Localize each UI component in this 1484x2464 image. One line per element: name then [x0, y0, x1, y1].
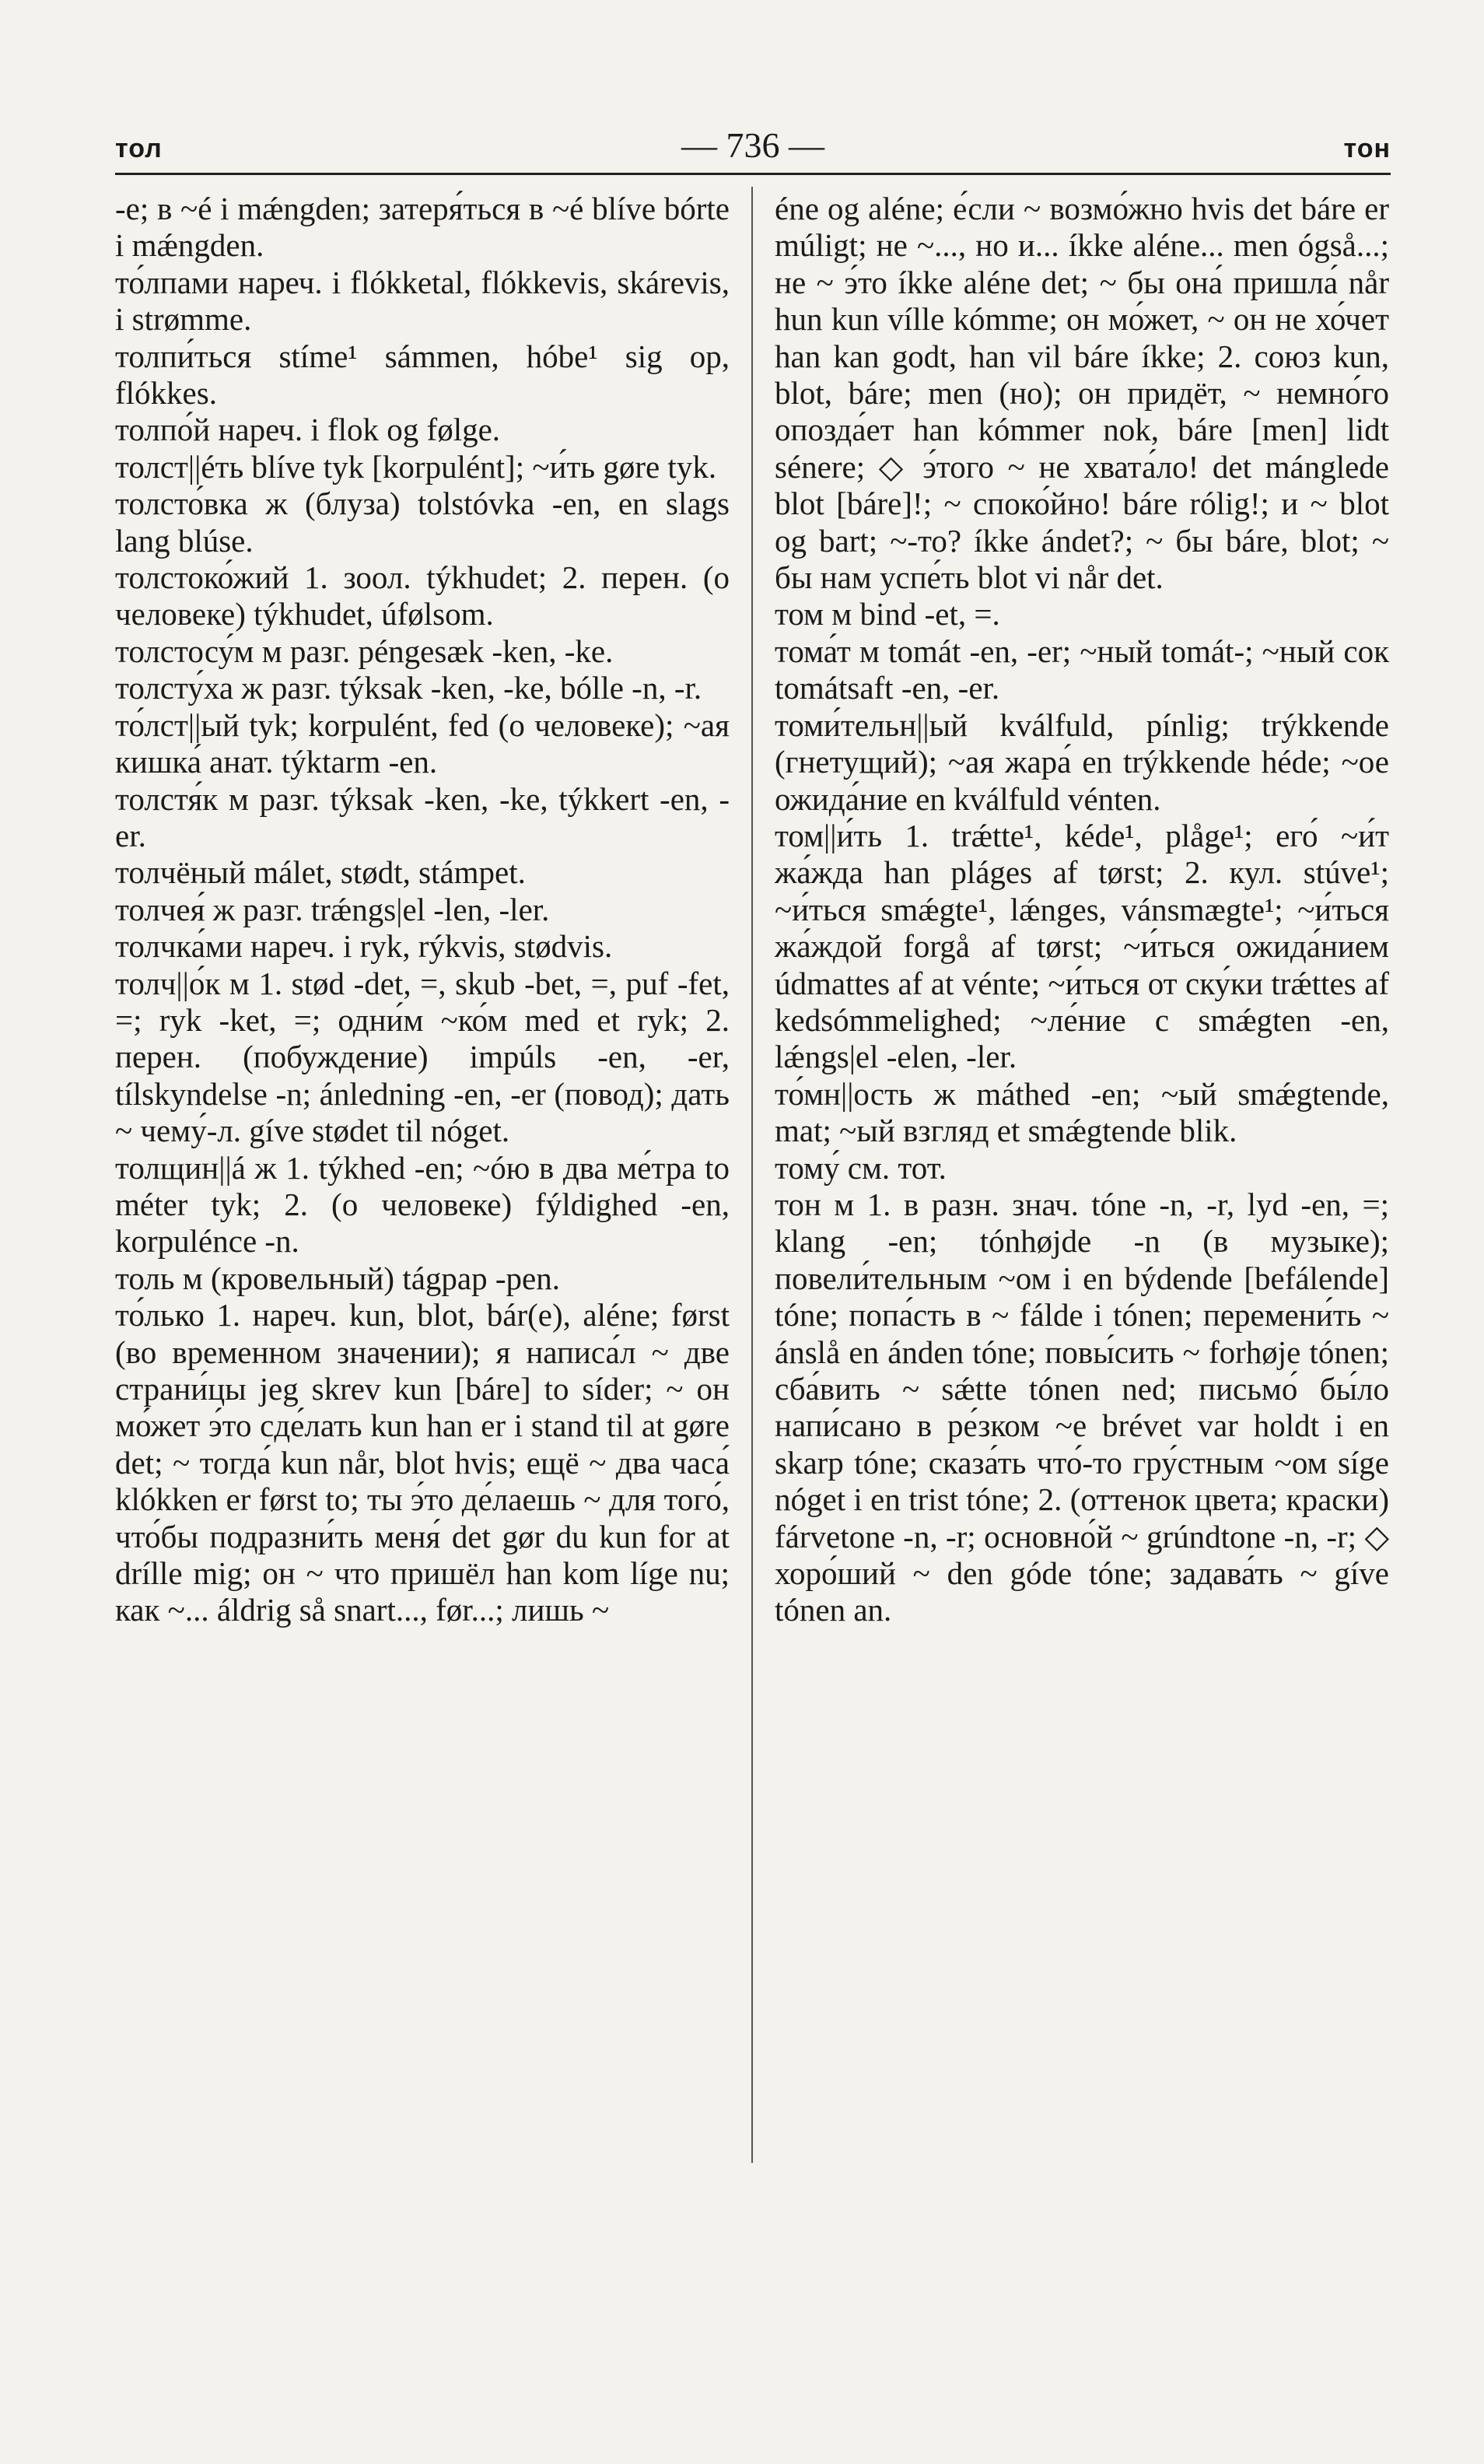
entry: éne og aléne; е́сли ~ возмо́жно hvis det báre er múligt; не ~..., но и... íkke aléne... men ógså...; не ~ э́то íkke aléne det; ~ бы она́ пришла́ når hun kun vílle kómme; он мо́жет, ~ он не хо́чет han kan godt, han vil báre íkke; 2. союз kun, blot, báre; men (но); он придёт, ~ немно́го опозда́ет han kómmer nok, báre [men] lidt sénere; ◇ э́того ~ не хвата́ло! det mánglede blot [báre]!; ~ споко́йно! báre rólig!; и ~ blot og bart; ~-то? íkke ándet?; ~ бы báre, blot; ~ бы нам успе́ть blot vi når det. — [775, 191, 1389, 596]
header-rule — [115, 173, 1391, 175]
entry: том||и́ть 1. trǽtte¹, kéde¹, plåge¹; его́ ~и́т жа́жда han pláges af tørst; 2. кул. stúve¹; ~и́ться smǽgte¹, lǽnges, vánsmægte¹; ~и́ться жа́ждой forgå af tørst; ~и́ться ожида́нием údmattes af at vénte; ~и́ться от ску́ки trǽttes af kedsómmelighed; ~ле́ние с smǽgten -en, lǽngs|el -elen, -ler. — [775, 817, 1389, 1075]
entry: томи́тельн||ый kválfuld, pínlig; trýkkende (гнетущий); ~ая жара́ en trýkkende héde; ~ое ожида́ние en kválfuld vénten. — [775, 706, 1389, 817]
entry: толсто́вка ж (блуза) tolstóvka -en, en slags lang blúse. — [115, 485, 730, 559]
right-guide-word: тон — [1343, 134, 1391, 163]
entry: толстоко́жий 1. зоол. týkhudet; 2. перен. (о человеке) týkhudet, úfølsom. — [115, 559, 730, 633]
column-divider — [751, 187, 753, 2163]
entry: то́лст||ый tyk; korpulént, fed (о человеке); ~ая кишка́ анат. týktarm -en. — [115, 706, 730, 780]
entry: толь м (кровельный) tágpap -pen. — [115, 1260, 560, 1296]
entry: то́лько 1. нареч. kun, blot, bár(e), aléne; først (во временном значении); я написа́л ~ две страни́цы jeg skrev kun [báre] to síder; ~ он мо́жет э́то сде́лать kun han er i stand til at gøre det; ~ тогда́ kun når, blot hvis; ещё ~ два часа́ klókken er først to; ты э́то де́лаешь ~ для того́, что́бы подразни́ть меня́ det gør du kun for at drílle mig; он ~ что пришёл han kom líge nu; как ~... áldrig så snart..., før...; лишь ~ — [115, 1297, 730, 1628]
page-header — [115, 124, 1391, 171]
entry: том м bind -et, =. — [775, 596, 1000, 633]
page-number: — 736 — — [681, 125, 824, 165]
entry: толч||о́к м 1. stød -det, =, skub -bet, =, puf -fet, =; ryk -ket, =; одни́м ~ко́м med et ryk; 2. перен. (побуждение) impúls -en, -er, tílskyndelse -n; ánledning -en, -er (повод); дать ~ чему́-л. gíve stødet til nóget. — [115, 965, 730, 1149]
entry: толчка́ми нареч. i ryk, rýkvis, stødvis. — [115, 928, 613, 965]
entry: толчея́ ж разг. trǽngs|el -len, -ler. — [115, 891, 550, 927]
entry: тому́ см. тот. — [775, 1149, 947, 1186]
left-guide-word: тол — [115, 134, 163, 163]
entry: толчёный málet, stødt, stámpet. — [115, 854, 526, 891]
entry: толсту́ха ж разг. týksak -ken, -ke, bólle -n, -r. — [115, 670, 702, 706]
left-column — [115, 191, 730, 1629]
entry: толстосу́м м разг. péngesæk -ken, -ke. — [115, 633, 614, 669]
entry: тома́т м tomát -en, -er; ~ный tomát-; ~ный сок tomátsaft -en, -er. — [775, 633, 1389, 706]
entry: толст||éть blíve tyk [korpulént]; ~и́ть gøre tyk. — [115, 448, 717, 485]
entry: то́мн||ость ж máthed -en; ~ый smǽgtende, mat; ~ый взгляд et smǽgtende blik. — [775, 1075, 1389, 1149]
right-column — [775, 191, 1389, 1629]
entry: толщин||á ж 1. týkhed -en; ~óю в два ме́тра to méter tyk; 2. (о человеке) fýldighed -en, korpuléncе -n. — [115, 1149, 730, 1260]
entry: толпо́й нареч. i flok og følge. — [115, 412, 501, 448]
entry: -е; в ~é i mǽngden; затеря́ться в ~é blíve bórte i mǽngden. — [115, 191, 730, 264]
entry: тон м 1. в разн. знач. tóne -n, -r, lyd -en, =; klang -en; tónhøjde -n (в музыке); повели́тельным ~ом i en býdende [befálende] tóne; попа́сть в ~ fálde i tónen; перемени́ть ~ ánslå en ánden tóne; повы́сить ~ forhøje tónen; сба́вить ~ sǽtte tónen ned; письмо́ бы́ло напи́сано в ре́зком ~е brévet var holdt i en skarp tóne; сказа́ть что́-то гру́стным ~ом síge nóget i en trist tóne; 2. (оттенок цвета; краски) fárvetone -n, -r; основно́й ~ grúndtone -n, -r; ◇ хоро́ший ~ den góde tóne; задава́ть ~ gíve tónen an. — [775, 1186, 1389, 1628]
entry: толпи́ться stíme¹ sámmen, hóbe¹ sig op, flókkes. — [115, 338, 730, 412]
entry: то́лпами нареч. i flókketal, flókkevis, skárevis, i strømme. — [115, 264, 730, 338]
entry: толстя́к м разг. týksak -ken, -ke, týkkert -en, -er. — [115, 780, 730, 853]
